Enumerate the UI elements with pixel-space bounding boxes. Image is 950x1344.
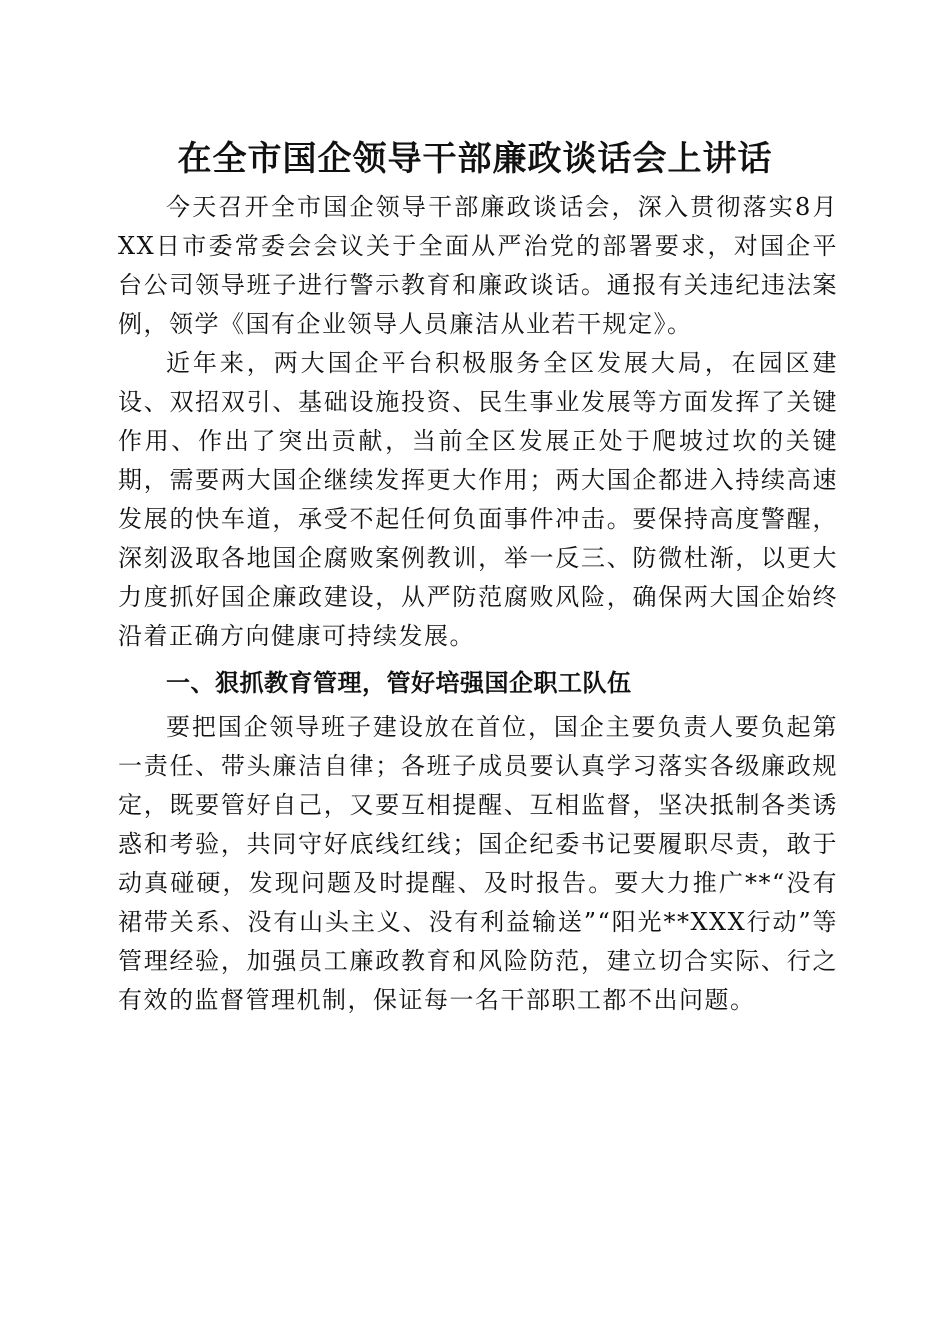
intro-paragraph: 今天召开全市国企领导干部廉政谈话会，深入贯彻落实8月XX日市委常委会会议关于全面从严治党的部署要求，对国企平台公司领导班子进行警示教育和廉政谈话。通报有关违纪违法案例，领学《国有企业领导人员廉洁从业若干规定》。 bbox=[118, 193, 838, 338]
context-paragraph: 近年来，两大国企平台积极服务全区发展大局，在园区建设、双招双引、基础设施投资、民生事业发展等方面发挥了关键作用、作出了突出贡献，当前全区发展正处于爬坡过坎的关键期，需要两大国企继续发挥更大作用；两大国企都进入持续高速发展的快车道，承受不起任何负面事件冲击。要保持高度警醒，深刻汲取各地国企腐败案例教训，举一反三、防微杜渐，以更大力度抓好国企廉政建设，从严防范腐败风险，确保两大国企始终沿着正确方向健康可持续发展。 bbox=[118, 349, 838, 650]
section-1-paragraph: 要把国企领导班子建设放在首位，国企主要负责人要负起第一责任、带头廉洁自律；各班子成员要认真学习落实各级廉政规定，既要管好自己，又要互相提醒、互相监督，坚决抵制各类诱惑和考验，共同守好底线红线；国企纪委书记要履职尽责，敢于动真碰硬，发现问题及时提醒、及时报告。要大力推广**“没有裙带关系、没有山头主义、没有利益输送”“阳光**XXX行动”等管理经验，加强员工廉政教育和风险防范，建立切合实际、行之有效的监督管理机制，保证每一名干部职工都不出问题。 bbox=[118, 713, 838, 1014]
document-title: 在全市国企领导干部廉政谈话会上讲话 bbox=[177, 139, 773, 179]
section-1-heading: 一、狠抓教育管理，管好培强国企职工队伍 bbox=[166, 669, 632, 697]
document-body bbox=[118, 188, 838, 1020]
